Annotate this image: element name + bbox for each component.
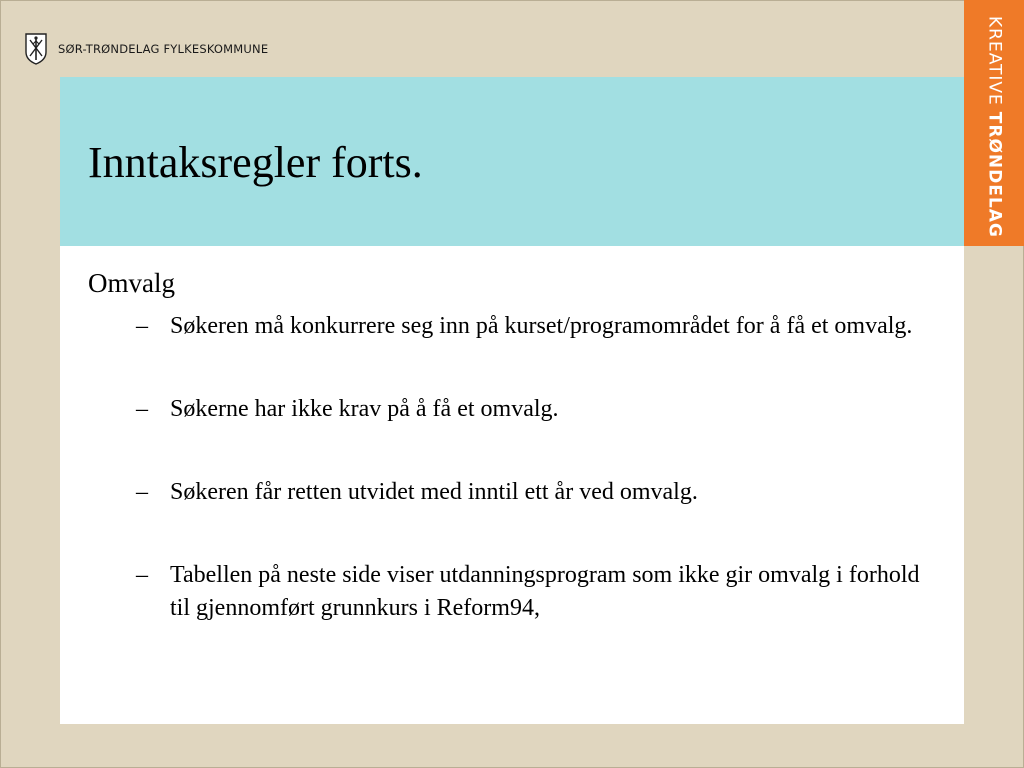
brand-tab-bold-text: TRØNDELAG — [984, 111, 1005, 238]
bullet-item — [136, 393, 936, 426]
brand-tab-label — [986, 16, 1003, 238]
organization-logo — [24, 32, 268, 66]
bullet-dash: – — [136, 396, 148, 422]
bullet-text: Søkeren får retten utvidet med inntil ett år ved omvalg. — [170, 479, 698, 505]
bullet-dash: – — [136, 313, 148, 339]
section-heading: Omvalg — [88, 268, 175, 298]
bullet-item — [136, 476, 936, 509]
content-panel — [60, 246, 964, 724]
title-band — [60, 77, 964, 246]
bullet-dash: – — [136, 479, 148, 505]
bullet-dash: – — [136, 562, 148, 588]
bullet-item — [136, 310, 936, 343]
bullet-list — [136, 310, 936, 675]
slide-title: Inntaksregler forts. — [88, 138, 423, 187]
coat-of-arms-icon — [24, 32, 48, 66]
organization-name: SØR-TRØNDELAG FYLKESKOMMUNE — [58, 42, 269, 56]
brand-tab — [964, 0, 1024, 246]
bullet-text: Tabellen på neste side viser utdanningsprogram som ikke gir omvalg i forhold til gjennomført grunnkurs i Reform94, — [170, 562, 920, 621]
brand-tab-light-text: KREATIVE — [984, 16, 1005, 106]
bullet-item — [136, 559, 936, 625]
bullet-text: Søkeren må konkurrere seg inn på kurset/programområdet for å få et omvalg. — [170, 313, 913, 339]
bullet-text: Søkerne har ikke krav på å få et omvalg. — [170, 396, 559, 422]
